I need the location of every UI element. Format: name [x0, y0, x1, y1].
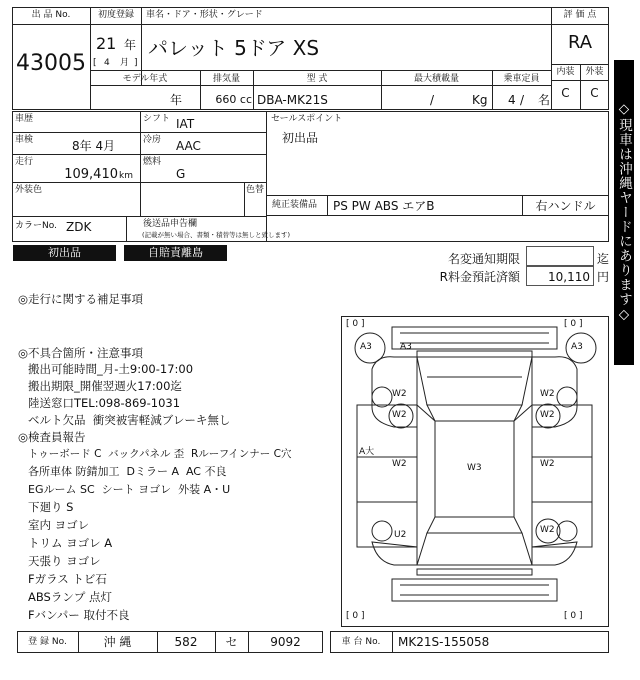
damage-mark: W2	[392, 410, 407, 420]
mileage-label: 走行	[15, 157, 34, 167]
shift-label: シフト	[143, 114, 171, 124]
inspector-note: 各所車体 防錆加工 Dミラー A AC 不良	[28, 465, 227, 478]
fuel-type: G	[176, 167, 186, 181]
defect-notes-title: ◎不具合箇所・注意事項	[18, 346, 144, 360]
plate-class: 582	[174, 635, 198, 649]
load-capacity-separator: /	[430, 93, 435, 107]
side-banner-text: ◇現車は沖縄ヤードにあります◇	[616, 100, 632, 324]
mileage-unit: km	[119, 171, 133, 181]
defect-note: 搬出可能時間_月-土9:00-17:00	[28, 362, 194, 376]
damage-mark: W2	[540, 410, 555, 420]
interior-grade: C	[561, 86, 570, 100]
damage-mark: A3	[571, 342, 583, 352]
interior-label: 内装	[556, 67, 575, 77]
corner-box-top-right: [ 0 ]	[564, 319, 583, 329]
seating-capacity-label: 乗車定員	[503, 74, 540, 84]
inspector-note: 下廻り S	[28, 500, 74, 514]
name-change-label: 名変通知期限	[447, 252, 520, 266]
driving-notes-title: ◎走行に関する補足事項	[18, 292, 144, 306]
plate-region: 沖 縄	[103, 635, 132, 649]
documents-label: 後送品申告欄	[143, 219, 198, 229]
registration-month: 4	[104, 58, 110, 68]
lot-label: 出 品 No.	[31, 10, 71, 20]
first-listing-badge: 初出品	[13, 245, 116, 261]
first-registration-label: 初度登録	[97, 10, 134, 20]
inspector-report-title: ◎検査員報告	[18, 430, 86, 444]
damage-mark: A3	[360, 342, 372, 352]
car-name-label: 車名・ドア・形状・グレード	[146, 10, 263, 20]
defect-note: 陸送窓口TEL:098-869-1031	[28, 396, 181, 410]
inspection-date: 8年 4月	[72, 139, 116, 153]
load-capacity-unit: Kg	[472, 93, 488, 107]
model-type-label: 型 式	[306, 74, 328, 84]
mileage: 109,410	[64, 167, 118, 182]
plate-label: 登 録 No.	[28, 637, 67, 647]
fuel-label: 燃料	[143, 157, 162, 167]
exterior-label: 外装	[585, 67, 604, 77]
car-name: パレット 5ドア XS	[148, 36, 320, 60]
model-year-label: モデル年式	[122, 74, 168, 84]
grade-label: 評 価 点	[563, 10, 597, 20]
recycle-fee-label: R料金預託済額	[439, 270, 520, 284]
air-conditioning: AAC	[176, 139, 201, 153]
recycle-fee: 10,110	[548, 270, 590, 284]
registration-year: 21	[96, 34, 117, 53]
lot-number: 43005	[16, 51, 86, 76]
shift: IAT	[176, 117, 195, 131]
recycle-fee-unit: 円	[597, 270, 610, 284]
documents-note: (記載が無い場合、書類・積替等は無しと致します)	[142, 231, 291, 239]
inspector-note: トリム ヨゴレ A	[28, 536, 113, 550]
inspector-note: EGルーム SC シート ヨゴレ 外装 A・U	[28, 483, 231, 496]
damage-mark: U2	[394, 530, 407, 540]
displacement: 660 cc	[215, 93, 252, 106]
corner-box-bottom-left: [ 0 ]	[346, 611, 365, 621]
damage-mark: W2	[540, 389, 555, 399]
damage-mark: W2	[392, 389, 407, 399]
model-type: DBA-MK21S	[257, 93, 328, 107]
color-code: ZDK	[66, 220, 92, 234]
load-capacity-label: 最大積載量	[413, 74, 459, 84]
inspector-note: ABSランプ 点灯	[28, 590, 113, 604]
name-change-unit: 迄	[597, 252, 610, 266]
inspector-note: 天張り ヨゴレ	[28, 554, 101, 568]
defect-note: 搬出期限_開催翌週火17:00迄	[28, 379, 182, 393]
plate-number: 9092	[270, 635, 301, 649]
inspection-label: 車検	[15, 135, 34, 145]
displacement-label: 排気量	[212, 74, 240, 84]
sales-point-label: セールスポイント	[271, 114, 343, 124]
model-year-unit: 年	[170, 93, 183, 107]
equipment-label: 純正装備品	[272, 200, 318, 210]
chassis-number: MK21S-155058	[398, 635, 490, 649]
registration-month-unit: 月	[120, 58, 130, 68]
color-code-label: カラーNo.	[15, 221, 57, 231]
exterior-grade: C	[590, 86, 599, 100]
equipment: PS PW ABS エアB	[333, 199, 435, 213]
chassis-label: 車 台 No.	[341, 637, 381, 647]
steering: 右ハンドル	[535, 199, 596, 213]
seating-capacity-unit: 名	[538, 93, 551, 107]
damage-mark: W2	[540, 525, 555, 535]
inspector-note: Fガラス トビ石	[28, 572, 107, 586]
registration-year-unit: 年	[124, 38, 137, 52]
damage-mark: W2	[540, 459, 555, 469]
history-label: 車歴	[15, 114, 34, 124]
seating-capacity-separator: /	[520, 93, 525, 107]
self-pickup-badge: 自賠責離島	[124, 245, 227, 261]
corner-box-bottom-right: [ 0 ]	[564, 611, 583, 621]
damage-mark: A大	[359, 447, 375, 457]
inspector-note: トゥーボード C バックパネル 歪 Rルーフインナー C穴	[28, 448, 292, 460]
color-change-label: 色替	[246, 185, 265, 195]
damage-mark: A3	[400, 342, 412, 352]
overall-grade: RA	[567, 32, 593, 53]
damage-mark: W2	[392, 459, 407, 469]
inspector-note: 室内 ヨゴレ	[28, 518, 90, 532]
plate-kana: セ	[225, 635, 238, 649]
ac-label: 冷房	[143, 135, 162, 145]
defect-note: ベルト欠品 衝突被害軽減ブレーキ無し	[28, 413, 231, 427]
seating-capacity: 4	[508, 93, 516, 107]
damage-mark: W3	[467, 463, 482, 473]
inspector-note: Fバンパー 取付不良	[28, 608, 130, 622]
corner-box-top-left: [ 0 ]	[346, 319, 365, 329]
exterior-color-label: 外装色	[15, 185, 43, 195]
sales-point: 初出品	[282, 131, 319, 145]
car-damage-diagram	[341, 316, 609, 627]
name-change-box	[526, 246, 594, 266]
